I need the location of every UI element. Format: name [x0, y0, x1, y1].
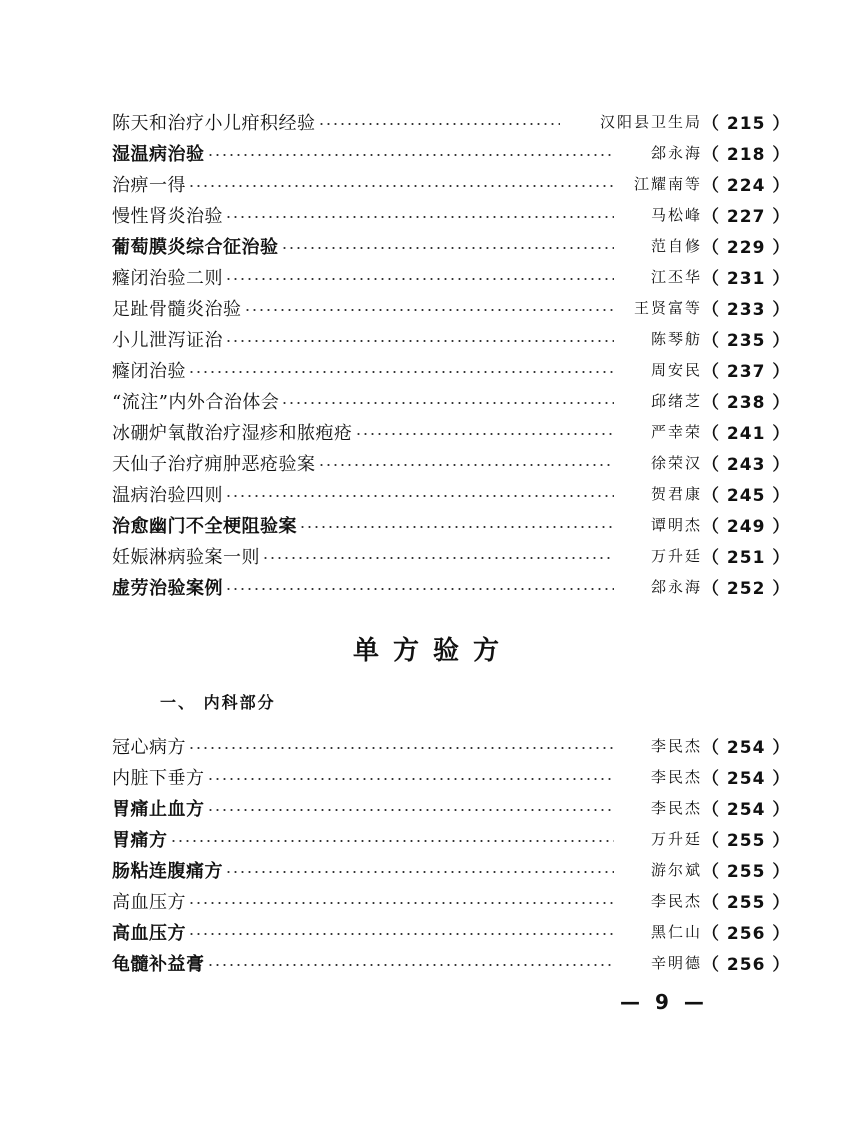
entry-author: 贺君康 [650, 485, 702, 503]
entry-page: （ 255 ） [702, 831, 791, 851]
dot-leader [188, 371, 614, 373]
entry-author: 万升廷 [650, 830, 702, 848]
dot-leader [225, 588, 614, 590]
toc-entry [112, 230, 791, 261]
entry-title: 足趾骨髓炎治验 [112, 298, 242, 320]
section-title: 单方验方 [352, 636, 513, 666]
entry-author: 万升廷 [650, 547, 702, 565]
entry-title: “流注”内外合治体会 [112, 391, 280, 413]
dot-leader [207, 964, 615, 966]
entry-title: 慢性肾炎治验 [112, 205, 223, 227]
entry-author: 李民杰 [650, 799, 702, 817]
entry-page: （ 256 ） [702, 955, 791, 975]
entry-author: 李民杰 [650, 737, 702, 755]
dot-leader [188, 747, 614, 749]
entry-author: 李民杰 [650, 768, 702, 786]
dot-leader [188, 933, 614, 935]
entry-page: （ 224 ） [702, 176, 791, 196]
entry-author: 王贤富等 [633, 299, 702, 317]
entry-page: （ 243 ） [702, 455, 791, 475]
dot-leader [188, 185, 614, 187]
toc-list-top [112, 106, 791, 602]
entry-author: 李民杰 [650, 892, 702, 910]
dot-leader [225, 278, 614, 280]
dot-leader [225, 216, 614, 218]
dot-leader [188, 902, 614, 904]
toc-entry [112, 854, 791, 885]
toc-entry [112, 540, 791, 571]
entry-author: 徐荣汉 [650, 454, 702, 472]
entry-author: 郐永海 [650, 144, 702, 162]
toc-entry [112, 323, 791, 354]
entry-title: 小儿泄泻证治 [112, 329, 223, 351]
entry-author: 汉阳县卫生局 [599, 113, 702, 131]
entry-author: 江耀南等 [633, 175, 702, 193]
toc-entry [112, 823, 791, 854]
entry-title: 治愈幽门不全梗阻验案 [112, 515, 297, 537]
toc-entry [112, 947, 791, 978]
toc-entry [112, 199, 791, 230]
dot-leader [281, 402, 614, 404]
entry-page: （ 229 ） [702, 238, 791, 258]
entry-page: （ 254 ） [702, 800, 791, 820]
entry-title: 冰硼炉氧散治疗湿疹和脓疱疮 [112, 422, 353, 444]
entry-title: 葡萄膜炎综合征治验 [112, 236, 279, 258]
entry-page: （ 238 ） [702, 393, 791, 413]
entry-page: （ 233 ） [702, 300, 791, 320]
entry-title: 内脏下垂方 [112, 767, 205, 789]
dot-leader [281, 247, 615, 249]
dot-leader [225, 871, 614, 873]
entry-page: （ 252 ） [702, 579, 791, 599]
dot-leader [207, 809, 615, 811]
entry-title: 温病治验四则 [112, 484, 223, 506]
entry-author: 范自修 [650, 237, 702, 255]
toc-entry [112, 292, 791, 323]
entry-author: 郐永海 [650, 578, 702, 596]
toc-entry [112, 761, 791, 792]
toc-entry [112, 478, 791, 509]
entry-page: （ 235 ） [702, 331, 791, 351]
entry-page: （ 255 ） [702, 893, 791, 913]
entry-author: 江丕华 [650, 268, 702, 286]
entry-page: （ 231 ） [702, 269, 791, 289]
dot-leader [170, 840, 615, 842]
entry-page: （ 237 ） [702, 362, 791, 382]
toc-entry [112, 916, 791, 947]
toc-entry [112, 885, 791, 916]
toc-entry [112, 261, 791, 292]
entry-title: 胃痛止血方 [112, 798, 205, 820]
subsection-title: 一、 内科部分 [160, 693, 276, 712]
entry-title: 癃闭治验二则 [112, 267, 223, 289]
entry-page: （ 251 ） [702, 548, 791, 568]
dot-leader [318, 464, 615, 466]
entry-title: 虚劳治验案例 [112, 577, 223, 599]
entry-title: 癃闭治验 [112, 360, 186, 382]
entry-author: 马松峰 [650, 206, 702, 224]
entry-page: （ 256 ） [702, 924, 791, 944]
toc-entry [112, 168, 791, 199]
entry-author: 黑仁山 [650, 923, 702, 941]
entry-page: （ 245 ） [702, 486, 791, 506]
entry-title: 胃痛方 [112, 829, 168, 851]
entry-title: 龟髓补益膏 [112, 953, 205, 975]
entry-page: （ 241 ） [702, 424, 791, 444]
toc-list-bottom [112, 730, 791, 978]
toc-entry [112, 571, 791, 602]
entry-author: 周安民 [650, 361, 702, 379]
toc-entry [112, 106, 791, 137]
entry-author: 陈琴舫 [650, 330, 702, 348]
entry-page: （ 227 ） [702, 207, 791, 227]
toc-entry [112, 354, 791, 385]
entry-title: 冠心病方 [112, 736, 186, 758]
entry-title: 治痹一得 [112, 174, 186, 196]
dot-leader [355, 433, 615, 435]
dot-leader [262, 557, 614, 559]
dot-leader [244, 309, 615, 311]
dot-leader [207, 154, 615, 156]
toc-entry [112, 137, 791, 168]
entry-title: 高血压方 [112, 922, 186, 944]
dot-leader [318, 123, 561, 125]
entry-title: 高血压方 [112, 891, 186, 913]
toc-entry [112, 385, 791, 416]
entry-page: （ 254 ） [702, 738, 791, 758]
entry-title: 陈天和治疗小儿疳积经验 [112, 112, 316, 134]
toc-entry [112, 792, 791, 823]
dot-leader [299, 526, 614, 528]
entry-page: （ 218 ） [702, 145, 791, 165]
entry-author: 谭明杰 [650, 516, 702, 534]
entry-author: 辛明德 [650, 954, 702, 972]
toc-entry [112, 509, 791, 540]
entry-page: （ 254 ） [702, 769, 791, 789]
toc-entry [112, 447, 791, 478]
toc-entry [112, 416, 791, 447]
entry-author: 邱绪芝 [650, 392, 702, 410]
dot-leader [207, 778, 615, 780]
entry-page: （ 215 ） [702, 114, 791, 134]
entry-page: （ 249 ） [702, 517, 791, 537]
dot-leader [225, 340, 614, 342]
entry-author: 游尔斌 [650, 861, 702, 879]
entry-title: 湿温病治验 [112, 143, 205, 165]
dot-leader [225, 495, 614, 497]
entry-author: 严幸荣 [650, 423, 702, 441]
entry-page: （ 255 ） [702, 862, 791, 882]
entry-title: 肠粘连腹痛方 [112, 860, 223, 882]
entry-title: 妊娠淋病验案一则 [112, 546, 260, 568]
page-number: — 9 — [620, 990, 708, 1014]
entry-title: 天仙子治疗痈肿恶疮验案 [112, 453, 316, 475]
toc-entry [112, 730, 791, 761]
